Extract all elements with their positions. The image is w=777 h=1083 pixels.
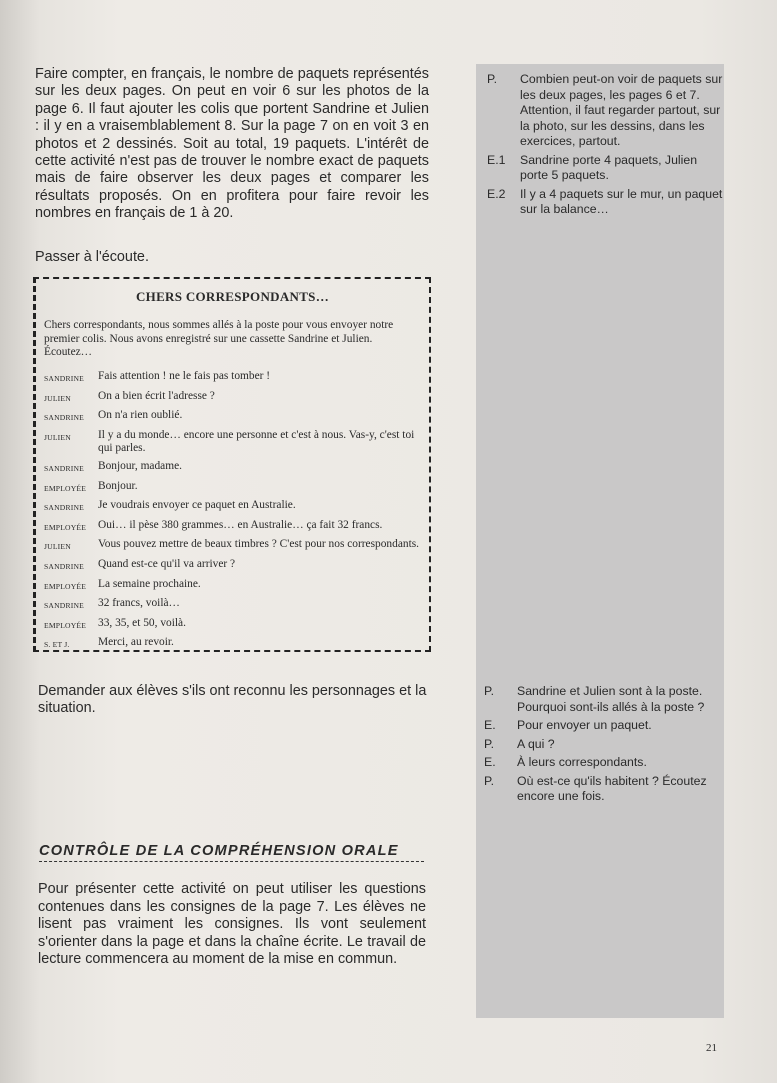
sidebar-line-label: P. — [487, 72, 498, 86]
sidebar-bottom-exchange — [484, 684, 722, 808]
sidebar-line-text: Où est-ce qu'ils habitent ? Écoutez encore une fois. — [517, 773, 707, 803]
sidebar-line-label: E. — [484, 755, 496, 769]
dialogue-line — [44, 499, 420, 515]
dialogue-line-text: On n'a rien oublié. — [98, 409, 183, 422]
dialogue-line — [44, 429, 420, 456]
dialogue-line-text: Vous pouvez mettre de beaux timbres ? C'est pour nos correspondants. — [98, 538, 420, 551]
passer-instruction: Passer à l'écoute. — [35, 249, 149, 265]
sidebar-line-label: P. — [484, 684, 495, 698]
sidebar-line-text: A qui ? — [517, 736, 555, 751]
dialogue-line-label: JULIEN — [44, 432, 71, 442]
sidebar-line — [487, 72, 723, 150]
dialogue-line — [44, 597, 420, 613]
sidebar-line — [487, 187, 723, 218]
dialogue-line-label: EMPLOYÉE — [44, 581, 87, 591]
section-heading: CONTRÔLE DE LA COMPRÉHENSION ORALE — [39, 843, 424, 862]
dialogue-box — [33, 277, 431, 652]
dialogue-intro: Chers correspondants, nous sommes allés à la poste pour vous envoyer notre premier colis. Nous avons enregistré sur une cassette Sandrine et Julien. Écoutez… — [44, 319, 394, 359]
dialogue-line-label: SANDRINE — [44, 503, 84, 513]
dialogue-line-text: Je voudrais envoyer ce paquet en Australie. — [98, 499, 296, 512]
dialogue-line — [44, 558, 420, 574]
dialogue-lines — [44, 370, 420, 656]
dialogue-line — [44, 538, 420, 554]
sidebar-line-label: E.1 — [487, 152, 506, 167]
dialogue-line-label: EMPLOYÉE — [44, 483, 87, 493]
sidebar-line-label: E.2 — [487, 186, 506, 201]
sidebar-line — [484, 755, 722, 771]
dialogue-line-label: SANDRINE — [44, 413, 84, 423]
sidebar-line — [484, 718, 722, 734]
sidebar-line-label: E. — [484, 718, 496, 732]
dialogue-line-label: S. ET J. — [44, 640, 70, 650]
dialogue-line — [44, 519, 420, 535]
dialogue-box-title: CHERS CORRESPONDANTS… — [135, 289, 330, 304]
dialogue-line-text: 32 francs, voilà… — [98, 597, 180, 610]
dialogue-line-label: SANDRINE — [44, 561, 84, 571]
sidebar-line-label: P. — [484, 773, 495, 788]
dialogue-line-label: SANDRINE — [44, 463, 84, 473]
sidebar-line-text: À leurs correspondants. — [517, 755, 647, 769]
dialogue-line — [44, 370, 420, 386]
dialogue-line-text: Quand est-ce qu'il va arriver ? — [98, 557, 236, 570]
sidebar-top-exchange — [487, 72, 723, 221]
dialogue-line-text: Il y a du monde… encore une personne et c'est à nous. Vas-y, c'est toi qui parles. — [98, 428, 415, 455]
dialogue-line-label: JULIEN — [44, 542, 71, 552]
dialogue-line-label: SANDRINE — [44, 374, 84, 383]
dialogue-line — [44, 460, 420, 476]
sidebar-line-text: Il y a 4 paquets sur le mur, un paquet sur la balance… — [520, 186, 723, 216]
sidebar-line-text: Combien peut-on voir de paquets sur les deux pages, les pages 6 et 7. Attention, il faut regarder partout, sur la photo, sur les dessins, dans les exercices, partout. — [520, 72, 723, 148]
dialogue-line — [44, 578, 420, 594]
dialogue-line — [44, 409, 420, 425]
sidebar-line-text: Sandrine et Julien sont à la poste. Pourquoi sont-ils allés à la poste ? — [517, 684, 705, 714]
controle-paragraph: Pour présenter cette activité on peut utiliser les questions contenues dans les consignes de la page 7. Les élèves ne lisent pas vraiment les consignes. Ils vont seulement s'orienter dans la page et dans la chaîne écrite. Le travail de lecture commencera au moment de la mise en commun. — [38, 881, 426, 968]
dialogue-line-text: On a bien écrit l'adresse ? — [98, 389, 215, 402]
dialogue-line — [44, 636, 420, 652]
dialogue-line — [44, 617, 420, 633]
dialogue-line-label: JULIEN — [44, 393, 71, 403]
dialogue-line-text: 33, 35, et 50, voilà. — [98, 616, 186, 629]
page-number: 21 — [706, 1042, 717, 1054]
dialogue-line-text: Merci, au revoir. — [98, 636, 174, 649]
demander-paragraph: Demander aux élèves s'ils ont reconnu les personnages et la situation. — [38, 683, 427, 717]
dialogue-line-text: Fais attention ! ne le fais pas tomber ! — [98, 370, 271, 382]
sidebar-line-text: Pour envoyer un paquet. — [517, 718, 652, 732]
dialogue-line — [44, 390, 420, 406]
dialogue-line-text: Oui… il pèse 380 grammes… en Australie… ça fait 32 francs. — [98, 518, 383, 531]
intro-paragraph: Faire compter, en français, le nombre de paquets représentés sur les deux pages. On peut en voir 6 sur les photos de la page 6. Il faut ajouter les colis que portent Sandrine et Julien : il y en a vraisemblablement 8. Sur la page 7 on en voit 3 en photos et 2 dessinés. Soit au total, 19 paquets. L'intérêt de cette activité n'est pas de trouver le nombre exact de paquets mais de faire observer les deux pages et comparer les résultats proposés. On en profitera pour faire revoir les nombres en français de 1 à 20. — [35, 66, 429, 222]
dialogue-line-label: EMPLOYÉE — [44, 620, 87, 630]
sidebar-line — [484, 737, 722, 753]
sidebar-line — [487, 153, 723, 184]
sidebar-line-text: Sandrine porte 4 paquets, Julien porte 5 paquets. — [520, 152, 698, 182]
dialogue-line-text: Bonjour. — [98, 479, 138, 492]
sidebar-line-label: P. — [484, 736, 495, 751]
sidebar-line — [484, 774, 722, 805]
dialogue-line-text: Bonjour, madame. — [98, 459, 183, 472]
sidebar-line — [484, 684, 722, 715]
dialogue-line-text: La semaine prochaine. — [98, 577, 201, 590]
dialogue-line-label: SANDRINE — [44, 601, 84, 611]
dialogue-line-label: EMPLOYÉE — [44, 522, 87, 532]
dialogue-line — [44, 480, 420, 496]
